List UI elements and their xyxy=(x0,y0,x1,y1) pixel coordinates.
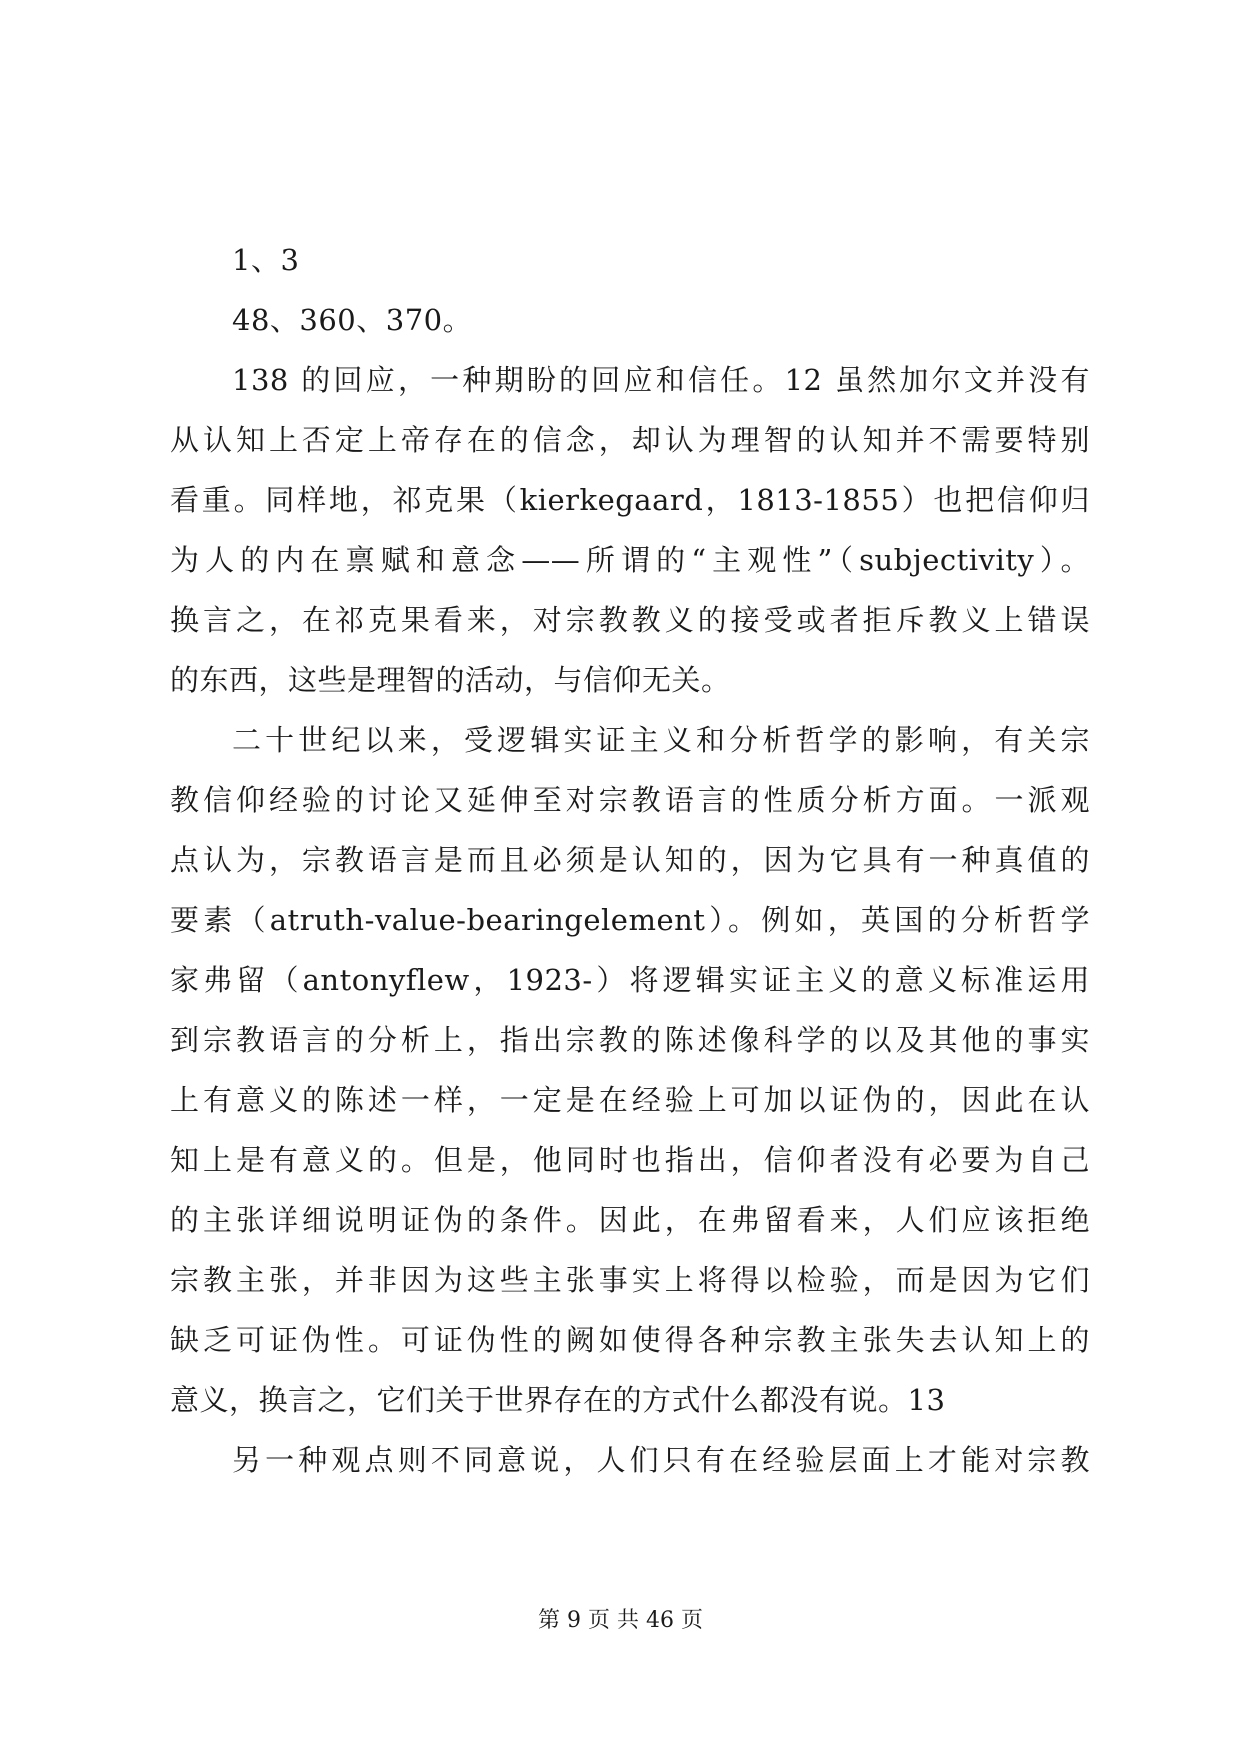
text-line: 宗教主张，并非因为这些主张事实上将得以检验，而是因为它们 xyxy=(170,1263,1090,1297)
text-line: 的主张详细说明证伪的条件。因此，在弗留看来，人们应该拒绝 xyxy=(170,1203,1090,1237)
text-line: 二十世纪以来，受逻辑实证主义和分析哲学的影响，有关宗 xyxy=(232,723,1090,757)
text-line: 缺乏可证伪性。可证伪性的阙如使得各种宗教主张失去认知上的 xyxy=(170,1323,1090,1357)
text-line: 要素（atruth-value-bearingelement）。例如，英国的分析哲学 xyxy=(170,903,1090,937)
text-line: 上有意义的陈述一样，一定是在经验上可加以证伪的，因此在认 xyxy=(170,1083,1090,1117)
text-line: 48、360、370。 xyxy=(232,303,473,337)
text-line: 换言之，在祁克果看来，对宗教教义的接受或者拒斥教义上错误 xyxy=(170,603,1090,637)
text-line: 从认知上否定上帝存在的信念，却认为理智的认知并不需要特别 xyxy=(170,423,1090,457)
text-line: 家弗留（antonyflew，1923-）将逻辑实证主义的意义标准运用 xyxy=(170,963,1090,997)
page-number-footer: 第 9 页 共 46 页 xyxy=(538,1608,703,1633)
text-line: 1、3 xyxy=(232,243,300,277)
text-line: 教信仰经验的讨论又延伸至对宗教语言的性质分析方面。一派观 xyxy=(170,783,1090,817)
text-line: 138 的回应，一种期盼的回应和信任。12 虽然加尔文并没有 xyxy=(232,363,1090,397)
text-line: 到宗教语言的分析上，指出宗教的陈述像科学的以及其他的事实 xyxy=(170,1023,1090,1057)
text-line: 的东西，这些是理智的活动，与信仰无关。 xyxy=(170,663,731,697)
text-line: 意义，换言之，它们关于世界存在的方式什么都没有说。13 xyxy=(170,1383,946,1417)
text-line: 知上是有意义的。但是，他同时也指出，信仰者没有必要为自己 xyxy=(170,1143,1090,1177)
text-line: 另一种观点则不同意说，人们只有在经验层面上才能对宗教 xyxy=(232,1443,1090,1477)
text-line: 为人的内在禀赋和意念——所谓的“主观性”（subjectivity）。 xyxy=(170,543,1090,577)
text-line: 点认为，宗教语言是而且必须是认知的，因为它具有一种真值的 xyxy=(170,843,1090,877)
text-line: 看重。同样地，祁克果（kierkegaard，1813-1855）也把信仰归 xyxy=(170,483,1090,517)
